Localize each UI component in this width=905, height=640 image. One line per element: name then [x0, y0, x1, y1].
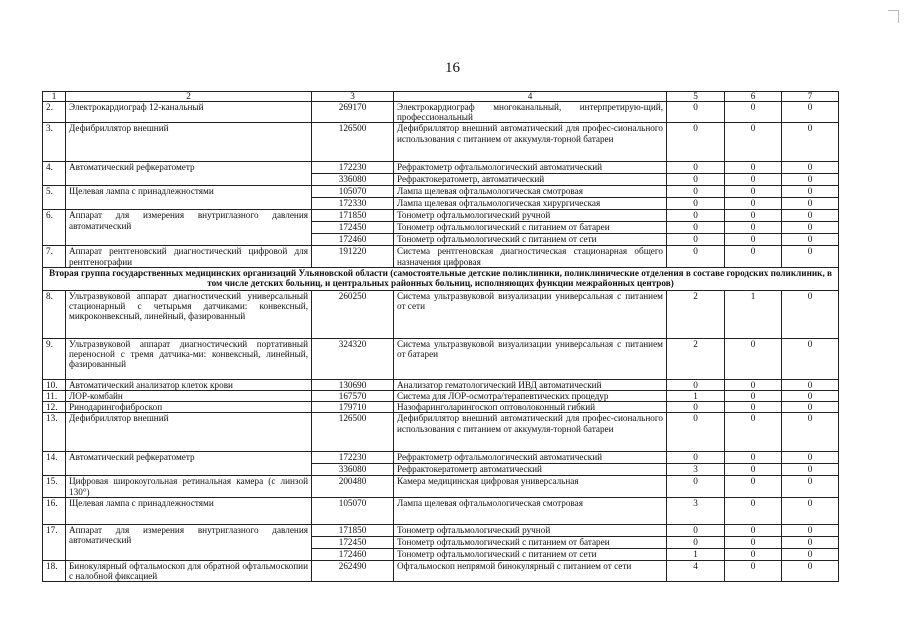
column-number: 7	[782, 92, 839, 102]
equipment-code: 172230	[312, 452, 394, 464]
table-row	[43, 413, 839, 452]
value-col5: 4	[667, 560, 725, 581]
group-heading: Вторая группа государственных медицинских организаций Ульяновской области (самостоятельные детские поликлиники, поликлинические отделения в составе городских поликлиник, в том числе детских больниц, и центральных районных больниц, исполняющих функции межрайонных центров)	[43, 267, 839, 290]
equipment-table	[42, 91, 839, 582]
equipment-description: Рефрактометр офтальмологический автоматический	[394, 162, 667, 174]
value-col6: 0	[725, 246, 782, 267]
equipment-code: 179710	[312, 402, 394, 413]
value-col7: 0	[782, 123, 839, 162]
value-col6: 0	[725, 162, 782, 174]
value-col6: 0	[725, 210, 782, 222]
equipment-description: Система ультразвуковой визуализации универсальная с питанием от сети	[394, 290, 667, 338]
equipment-code: 262490	[312, 560, 394, 581]
table-row	[43, 476, 839, 497]
value-col6: 0	[725, 452, 782, 464]
column-number: 6	[725, 92, 782, 102]
equipment-description: Рефрактокератометр автоматический	[394, 464, 667, 476]
equipment-name: Дефибриллятор внешний	[66, 413, 312, 452]
value-col6: 1	[725, 290, 782, 338]
equipment-name: Цифровая широкоугольная ретинальная камера (с линзой 130°)	[66, 476, 312, 497]
row-number: 4.	[43, 162, 66, 186]
equipment-description: Тонометр офтальмологический с питанием от батареи	[394, 536, 667, 548]
table-row	[43, 186, 839, 198]
table-row	[43, 123, 839, 162]
equipment-description: Офтальмоскоп непрямой бинокулярный с питанием от сети	[394, 560, 667, 581]
value-col6: 0	[725, 413, 782, 452]
row-number: 2.	[43, 102, 66, 123]
equipment-code: 191220	[312, 246, 394, 267]
table-body	[43, 92, 839, 582]
equipment-description: Тонометр офтальмологический ручной	[394, 524, 667, 536]
equipment-description: Рефрактометр офтальмологический автоматический	[394, 452, 667, 464]
value-col6: 0	[725, 497, 782, 524]
value-col7: 0	[782, 524, 839, 536]
row-number: 9.	[43, 338, 66, 379]
value-col5: 0	[667, 198, 725, 210]
value-col5: 0	[667, 536, 725, 548]
equipment-description: Камера медицинская цифровая универсальная	[394, 476, 667, 497]
value-col6: 0	[725, 391, 782, 402]
value-col5: 0	[667, 379, 725, 390]
equipment-name: Щелевая лампа с принадлежностями	[66, 497, 312, 524]
value-col6: 0	[725, 234, 782, 246]
value-col6: 0	[725, 524, 782, 536]
value-col7: 0	[782, 497, 839, 524]
value-col6: 0	[725, 186, 782, 198]
value-col7: 0	[782, 102, 839, 123]
row-number: 18.	[43, 560, 66, 581]
equipment-code: 172450	[312, 536, 394, 548]
table-row	[43, 452, 839, 464]
equipment-name: Аппарат рентгеновский диагностический цифровой для рентгенографии	[66, 246, 312, 267]
equipment-code: 336080	[312, 464, 394, 476]
table-row	[43, 524, 839, 536]
column-number: 2	[66, 92, 312, 102]
value-col5: 0	[667, 476, 725, 497]
value-col5: 0	[667, 162, 725, 174]
equipment-code: 171850	[312, 210, 394, 222]
value-col6: 0	[725, 379, 782, 390]
value-col7: 0	[782, 391, 839, 402]
value-col7: 0	[782, 210, 839, 222]
table-row	[43, 210, 839, 222]
column-number: 1	[43, 92, 66, 102]
equipment-code: 172450	[312, 222, 394, 234]
equipment-description: Дефибриллятор внешний автоматический для профес-сионального использования с питанием от аккумуля-торной батареи	[394, 123, 667, 162]
equipment-description: Тонометр офтальмологический ручной	[394, 210, 667, 222]
equipment-description: Назофаринголарингоскоп оптоволоконный гибкий	[394, 402, 667, 413]
value-col5: 3	[667, 497, 725, 524]
equipment-code: 126500	[312, 413, 394, 452]
equipment-code: 126500	[312, 123, 394, 162]
equipment-name: Электрокардиограф 12-канальный	[66, 102, 312, 123]
equipment-name: Аппарат для измерения внутриглазного давления автоматический	[66, 210, 312, 246]
equipment-name: Автоматический анализатор клеток крови	[66, 379, 312, 390]
value-col7: 0	[782, 162, 839, 174]
row-number: 7.	[43, 246, 66, 267]
row-number: 5.	[43, 186, 66, 210]
page-number: 16	[445, 60, 460, 76]
equipment-description: Лампа щелевая офтальмологическая смотровая	[394, 186, 667, 198]
equipment-code: 105070	[312, 186, 394, 198]
row-number: 8.	[43, 290, 66, 338]
equipment-description: Система рентгеновская диагностическая стационарная общего назначения цифровая	[394, 246, 667, 267]
equipment-code: 200480	[312, 476, 394, 497]
equipment-code: 172230	[312, 162, 394, 174]
value-col7: 0	[782, 464, 839, 476]
value-col7: 0	[782, 174, 839, 186]
value-col5: 0	[667, 102, 725, 123]
value-col5: 0	[667, 402, 725, 413]
value-col7: 0	[782, 290, 839, 338]
value-col6: 0	[725, 102, 782, 123]
value-col5: 1	[667, 548, 725, 560]
equipment-name: ЛОР-комбайн	[66, 391, 312, 402]
equipment-name: Автоматический рефкератометр	[66, 162, 312, 186]
value-col7: 0	[782, 452, 839, 464]
table-row	[43, 379, 839, 390]
column-number: 3	[312, 92, 394, 102]
equipment-description: Тонометр офтальмологический с питанием от батареи	[394, 222, 667, 234]
value-col7: 0	[782, 198, 839, 210]
value-col7: 0	[782, 413, 839, 452]
table-row	[43, 246, 839, 267]
row-number: 16.	[43, 497, 66, 524]
equipment-description: Тонометр офтальмологический с питанием от сети	[394, 234, 667, 246]
equipment-code: 324320	[312, 338, 394, 379]
row-number: 17.	[43, 524, 66, 560]
equipment-description: Анализатор гематологический ИВД автоматический	[394, 379, 667, 390]
value-col6: 0	[725, 548, 782, 560]
value-col5: 0	[667, 234, 725, 246]
equipment-code: 130690	[312, 379, 394, 390]
equipment-description: Лампа щелевая офтальмологическая смотровая	[394, 497, 667, 524]
equipment-code: 336080	[312, 174, 394, 186]
equipment-name: Ринодарингофиброскоп	[66, 402, 312, 413]
value-col6: 0	[725, 174, 782, 186]
value-col7: 0	[782, 548, 839, 560]
row-number: 3.	[43, 123, 66, 162]
equipment-code: 269170	[312, 102, 394, 123]
value-col5: 1	[667, 391, 725, 402]
value-col6: 0	[725, 222, 782, 234]
value-col5: 0	[667, 222, 725, 234]
page-corner-mark	[888, 10, 899, 23]
column-number: 5	[667, 92, 725, 102]
equipment-code: 172460	[312, 548, 394, 560]
table-row	[43, 338, 839, 379]
value-col6: 0	[725, 338, 782, 379]
value-col6: 0	[725, 464, 782, 476]
equipment-description: Дефибриллятор внешний автоматический для профес-сионального использования с питанием от аккумуля-торной батареи	[394, 413, 667, 452]
row-number: 13.	[43, 413, 66, 452]
group-heading-row	[43, 267, 839, 290]
value-col6: 0	[725, 560, 782, 581]
value-col6: 0	[725, 536, 782, 548]
column-number: 4	[394, 92, 667, 102]
row-number: 14.	[43, 452, 66, 476]
equipment-name: Автоматический рефкератометр	[66, 452, 312, 476]
table-row	[43, 102, 839, 123]
value-col5: 0	[667, 413, 725, 452]
value-col5: 0	[667, 524, 725, 536]
value-col6: 0	[725, 198, 782, 210]
equipment-code: 172460	[312, 234, 394, 246]
equipment-code: 171850	[312, 524, 394, 536]
table-row	[43, 560, 839, 581]
table-row	[43, 402, 839, 413]
equipment-description: Электрокардиограф многоканальный, интерпретирую-щий, профессиональный	[394, 102, 667, 123]
row-number: 11.	[43, 391, 66, 402]
value-col5: 0	[667, 174, 725, 186]
value-col5: 0	[667, 123, 725, 162]
value-col7: 0	[782, 222, 839, 234]
equipment-name: Ультразвуковой аппарат диагностический портативный переносной с тремя датчика-ми: конвексный, линейный, фазированный	[66, 338, 312, 379]
equipment-description: Тонометр офтальмологический с питанием от сети	[394, 548, 667, 560]
value-col7: 0	[782, 560, 839, 581]
value-col6: 0	[725, 402, 782, 413]
equipment-name: Дефибриллятор внешний	[66, 123, 312, 162]
value-col6: 0	[725, 476, 782, 497]
equipment-code: 172330	[312, 198, 394, 210]
value-col5: 0	[667, 452, 725, 464]
equipment-description: Система для ЛОР-осмотра/терапевтических процедур	[394, 391, 667, 402]
row-number: 6.	[43, 210, 66, 246]
table-row	[43, 162, 839, 174]
row-number: 15.	[43, 476, 66, 497]
value-col5: 2	[667, 290, 725, 338]
value-col6: 0	[725, 123, 782, 162]
equipment-description: Лампа щелевая офтальмологическая хирургическая	[394, 198, 667, 210]
value-col7: 0	[782, 246, 839, 267]
value-col7: 0	[782, 379, 839, 390]
table-row	[43, 391, 839, 402]
equipment-description: Рефрактокератометр, автоматический	[394, 174, 667, 186]
equipment-name: Бинокулярный офтальмоскоп для обратной офтальмоскопии с налобной фиксацией	[66, 560, 312, 581]
value-col7: 0	[782, 186, 839, 198]
equipment-name: Ультразвуковой аппарат диагностический универсальный стационарный с четырьмя датчиками: конвексный, микроконвексный, линейный, фазированный	[66, 290, 312, 338]
value-col7: 0	[782, 536, 839, 548]
equipment-description: Система ультразвуковой визуализации универсальная с питанием от батареи	[394, 338, 667, 379]
equipment-code: 167570	[312, 391, 394, 402]
equipment-code: 105070	[312, 497, 394, 524]
value-col5: 2	[667, 338, 725, 379]
equipment-code: 260250	[312, 290, 394, 338]
value-col7: 0	[782, 402, 839, 413]
table-row	[43, 497, 839, 524]
equipment-name: Щелевая лампа с принадлежностями	[66, 186, 312, 210]
value-col7: 0	[782, 338, 839, 379]
value-col7: 0	[782, 476, 839, 497]
row-number: 12.	[43, 402, 66, 413]
row-number: 10.	[43, 379, 66, 390]
column-number-row	[43, 92, 839, 102]
value-col5: 0	[667, 186, 725, 198]
value-col7: 0	[782, 234, 839, 246]
value-col5: 0	[667, 210, 725, 222]
value-col5: 3	[667, 464, 725, 476]
equipment-name: Аппарат для измерения внутриглазного давления автоматический	[66, 524, 312, 560]
table-row	[43, 290, 839, 338]
value-col5: 0	[667, 246, 725, 267]
